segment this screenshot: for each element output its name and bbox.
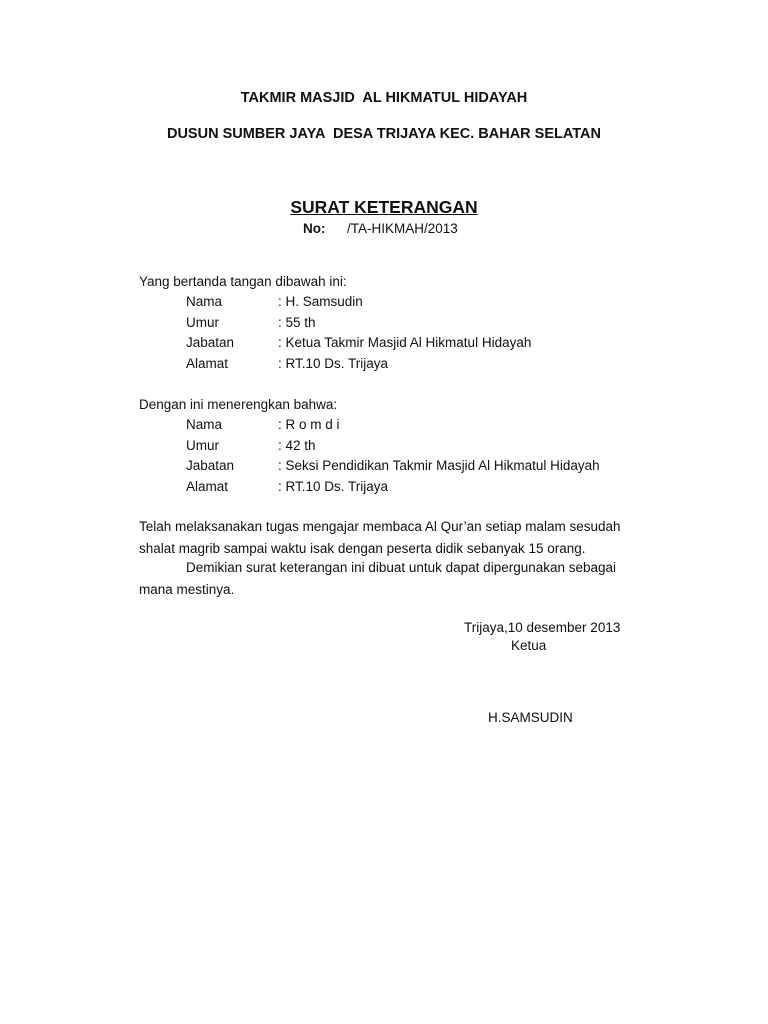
field-value: : H. Samsudin [278, 294, 363, 309]
field-label: Nama [186, 294, 223, 309]
subject-intro: Dengan ini menerengkan bahwa: [139, 397, 338, 412]
signer-row [0, 356, 768, 376]
signer-position: Ketua [511, 638, 547, 653]
subject-row [0, 417, 768, 437]
field-label: Umur [186, 315, 219, 330]
body-line: Telah melaksanakan tugas mengajar membaca Al Qur’an setiap malam sesudah [139, 519, 621, 534]
field-value: : Seksi Pendidikan Takmir Masjid Al Hikmatul Hidayah [278, 458, 600, 473]
number-label: No: [303, 221, 326, 236]
field-value: : Ketua Takmir Masjid Al Hikmatul Hidayah [278, 335, 532, 350]
subject-row [0, 479, 768, 499]
signer-intro: Yang bertanda tangan dibawah ini: [139, 274, 347, 289]
subject-row [0, 458, 768, 478]
field-label: Jabatan [186, 335, 235, 350]
signer-name: H.SAMSUDIN [488, 710, 573, 725]
subject-row [0, 438, 768, 458]
field-value: : 42 th [278, 438, 316, 453]
signer-row [0, 335, 768, 355]
field-label: Jabatan [186, 458, 235, 473]
document-title: SURAT KETERANGAN [290, 197, 478, 217]
place-date: Trijaya,10 desember 2013 [464, 620, 621, 635]
field-label: Alamat [186, 356, 229, 371]
org-name: TAKMIR MASJID AL HIKMATUL HIDAYAH [240, 90, 528, 106]
field-label: Umur [186, 438, 219, 453]
field-value: : RT.10 Ds. Trijaya [278, 479, 389, 494]
signer-row [0, 294, 768, 314]
body-line: shalat magrib sampai waktu isak dengan peserta didik sebanyak 15 orang. [139, 541, 586, 556]
field-label: Alamat [186, 479, 229, 494]
field-value: : R o m d i [278, 417, 340, 432]
body-line: mana mestinya. [139, 582, 235, 597]
body-line: Demikian surat keterangan ini dibuat untuk dapat dipergunakan sebagai [186, 560, 617, 575]
signer-row [0, 315, 768, 335]
number-value: /TA-HIKMAH/2013 [347, 221, 458, 236]
org-address: DUSUN SUMBER JAYA DESA TRIJAYA KEC. BAHAR SELATAN [166, 126, 601, 142]
field-value: : RT.10 Ds. Trijaya [278, 356, 389, 371]
field-label: Nama [186, 417, 223, 432]
field-value: : 55 th [278, 315, 316, 330]
